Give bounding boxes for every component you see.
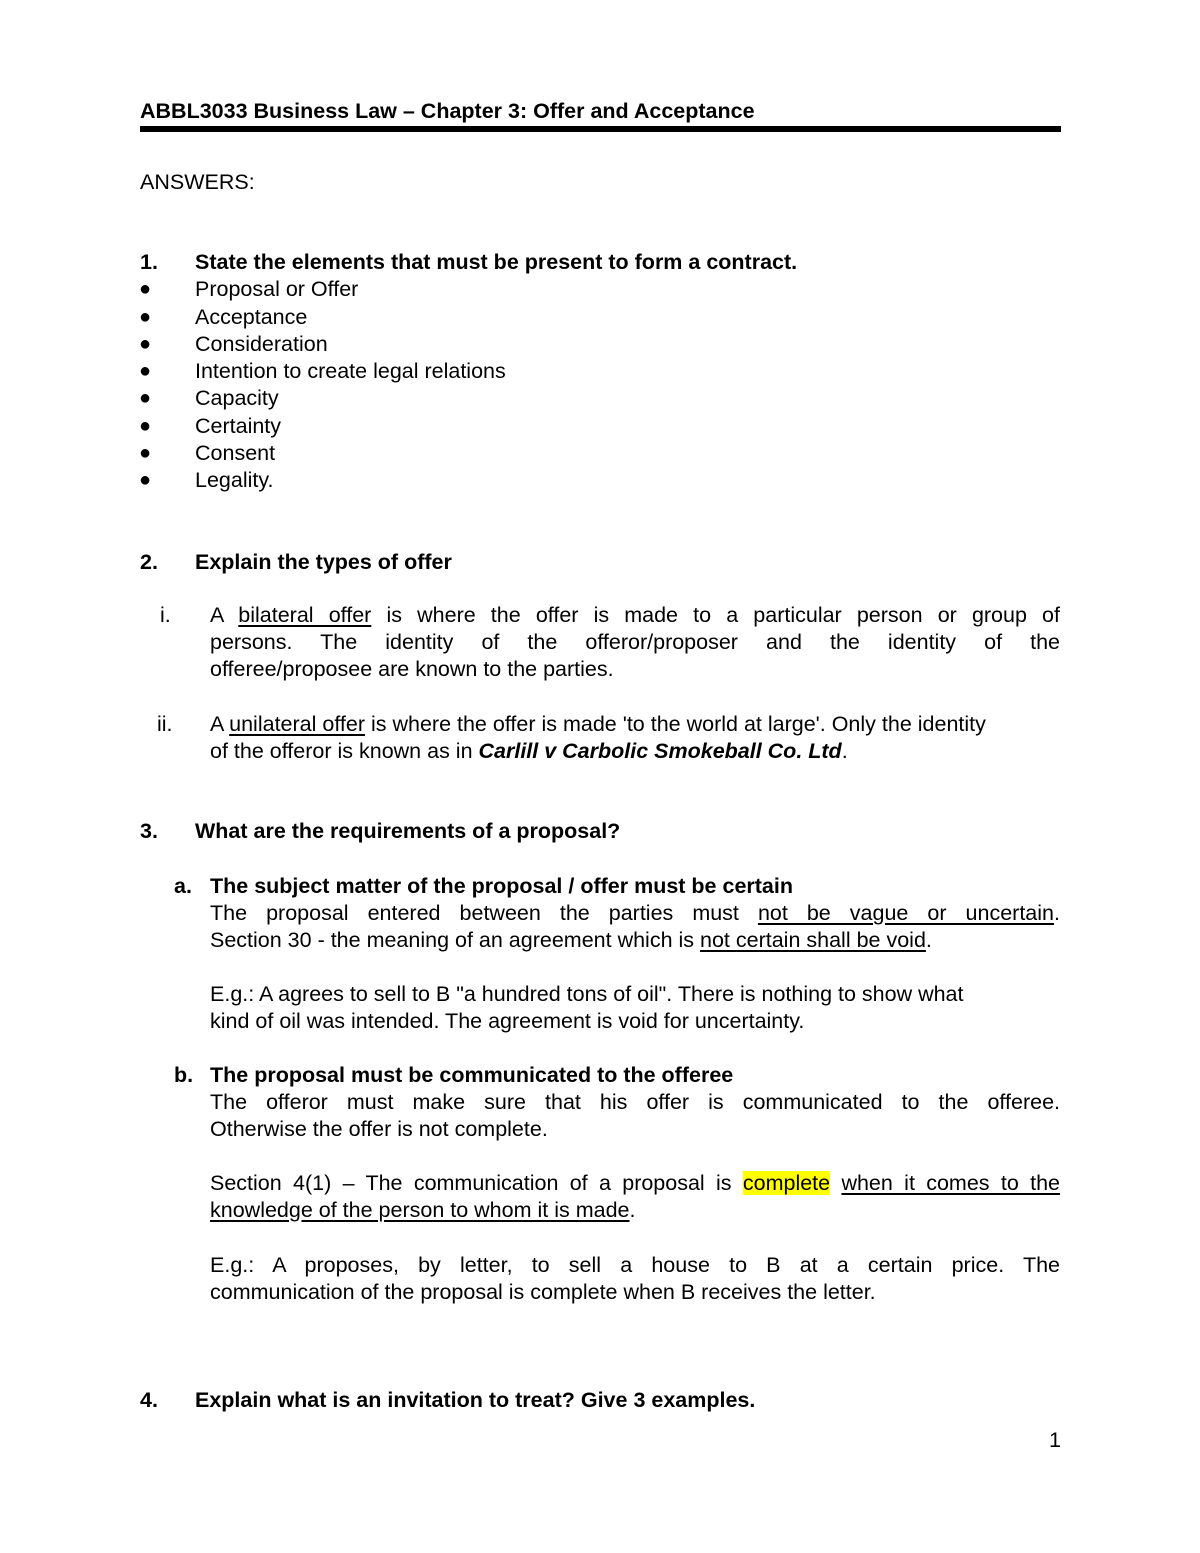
q2-i-line1 xyxy=(210,602,1060,629)
q3-b-heading: The proposal must be communicated to the offeree xyxy=(210,1063,734,1087)
q3-a-eg-line2: kind of oil was intended. The agreement is void for uncertainty. xyxy=(210,1009,805,1033)
q3-b-letter: b. xyxy=(174,1063,194,1087)
q2-ii-marker: ii. xyxy=(157,712,173,736)
bullet-icon: ● xyxy=(139,469,152,491)
q2-question: Explain the types of offer xyxy=(195,550,452,574)
bullet-icon: ● xyxy=(139,360,152,382)
page-number: 1 xyxy=(1049,1428,1061,1452)
highlighted-term: complete xyxy=(742,1171,831,1195)
q2-i-line1-rest: is where the offer is made to a particular person or group of xyxy=(371,603,1060,627)
header-divider xyxy=(140,126,1061,132)
bullet-icon: ● xyxy=(139,442,152,464)
q3-number: 3. xyxy=(140,819,158,843)
q1-number: 1. xyxy=(140,250,158,274)
q2-ii-line2-end: . xyxy=(841,739,848,763)
list-item: Legality. xyxy=(195,468,274,492)
q3-b-sec-line2 xyxy=(210,1197,1060,1224)
q3-a-line2-start: Section 30 - the meaning of an agreement which is xyxy=(210,928,701,952)
q3-b-eg-line2: communication of the proposal is complete when B receives the letter. xyxy=(210,1280,876,1304)
bullet-icon: ● xyxy=(139,387,152,409)
q3-a-example xyxy=(210,981,964,1035)
q3-b-sec-start: Section 4(1) – The communication of a proposal is xyxy=(210,1171,743,1195)
list-item: Acceptance xyxy=(195,305,308,329)
q3-b-line2: Otherwise the offer is not complete. xyxy=(210,1117,548,1141)
q3-b-eg-line1: E.g.: A proposes, by letter, to sell a house to B at a certain price. The xyxy=(210,1253,1060,1277)
q4-number: 4. xyxy=(140,1388,158,1412)
q3-a-underlined-1: not be vague or uncertain xyxy=(757,901,1054,925)
q3-question: What are the requirements of a proposal? xyxy=(195,819,621,843)
q3-a-paragraph xyxy=(210,900,1060,954)
bilateral-offer-term: bilateral offer xyxy=(238,603,372,627)
bullet-icon: ● xyxy=(139,415,152,437)
q3-a-line2 xyxy=(210,927,1060,954)
bullet-icon: ● xyxy=(139,333,152,355)
q3-b-paragraph xyxy=(210,1089,1060,1143)
q2-ii-article: A xyxy=(210,712,230,736)
answers-label: ANSWERS: xyxy=(140,170,255,194)
q3-a-line1-end: . xyxy=(1054,901,1060,925)
q2-ii-line1 xyxy=(210,711,986,738)
q2-number: 2. xyxy=(140,550,158,574)
q3-b-example xyxy=(210,1252,1060,1306)
list-item: Consent xyxy=(195,441,276,465)
q2-i-line3: offeree/proposee are known to the parties. xyxy=(210,657,614,681)
q3-b-sec-space xyxy=(830,1171,841,1195)
q3-b-sec-end: . xyxy=(629,1198,636,1222)
list-item: Certainty xyxy=(195,414,282,438)
q3-a-eg-line1: E.g.: A agrees to sell to B "a hundred tons of oil". There is nothing to show what xyxy=(210,982,964,1006)
q3-a-heading: The subject matter of the proposal / offer must be certain xyxy=(210,874,793,898)
q3-b-underlined-1: when it comes to the xyxy=(841,1171,1060,1195)
unilateral-offer-term: unilateral offer xyxy=(229,712,365,736)
q3-a-line1-start: The proposal entered between the parties must xyxy=(210,901,758,925)
q3-a-letter: a. xyxy=(174,874,192,898)
q2-ii-line2 xyxy=(210,738,986,765)
q2-ii-line2-start: of the offeror is known as in xyxy=(210,739,479,763)
q2-i-marker: i. xyxy=(160,603,171,627)
list-item: Consideration xyxy=(195,332,328,356)
q3-a-line2-end: . xyxy=(925,928,932,952)
q3-b-sec-line1 xyxy=(210,1170,1060,1197)
list-item: Intention to create legal relations xyxy=(195,359,506,383)
q4-question: Explain what is an invitation to treat? Give 3 examples. xyxy=(195,1388,756,1412)
q2-i-article: A xyxy=(210,603,239,627)
q2-i-paragraph xyxy=(210,602,1060,683)
bullet-icon: ● xyxy=(139,278,152,300)
list-item: Capacity xyxy=(195,386,279,410)
q2-ii-line1-rest: is where the offer is made 'to the world at large'. Only the identity xyxy=(365,712,986,736)
q1-question: State the elements that must be present to form a contract. xyxy=(195,250,798,274)
q3-b-underlined-2: knowledge of the person to whom it is made xyxy=(210,1198,630,1222)
document-title: ABBL3033 Business Law – Chapter 3: Offer and Acceptance xyxy=(140,99,755,123)
list-item: Proposal or Offer xyxy=(195,277,359,301)
case-name: Carlill v Carbolic Smokeball Co. Ltd xyxy=(478,739,842,763)
q3-a-underlined-2: not certain shall be void xyxy=(700,928,926,952)
q2-i-line2: persons. The identity of the offeror/proposer and the identity of the xyxy=(210,630,1060,654)
bullet-icon: ● xyxy=(139,306,152,328)
q3-b-section xyxy=(210,1170,1060,1224)
q2-ii-paragraph xyxy=(210,711,986,765)
q3-b-line1: The offeror must make sure that his offer is communicated to the offeree. xyxy=(210,1090,1060,1114)
q3-a-line1 xyxy=(210,900,1060,927)
